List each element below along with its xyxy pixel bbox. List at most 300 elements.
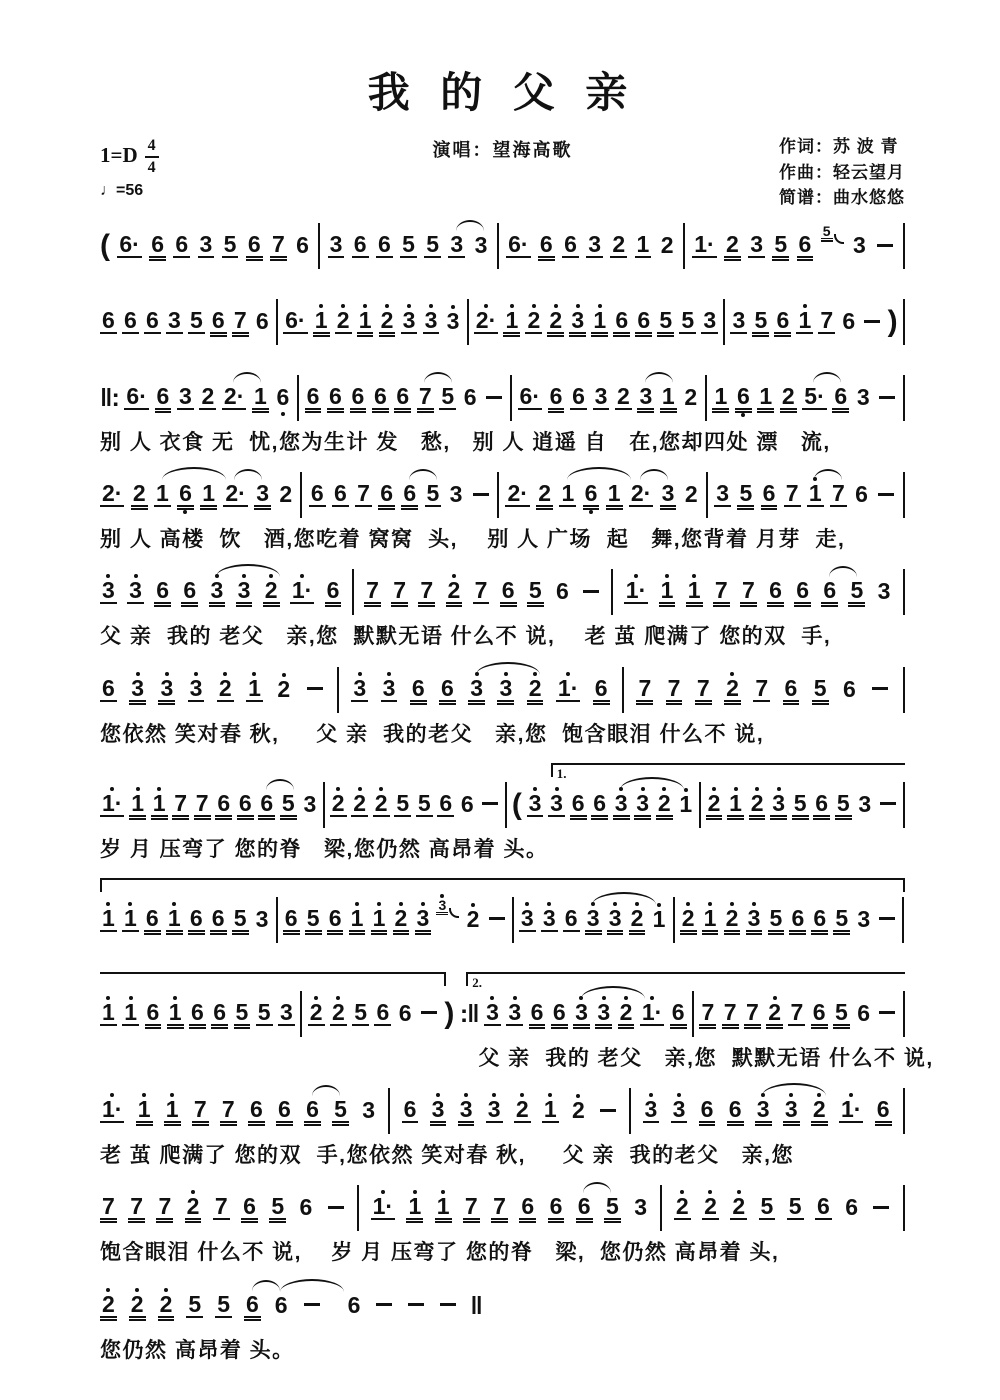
- note: [551, 992, 568, 1036]
- note-digit: 1: [358, 307, 372, 333]
- note: [154, 473, 171, 517]
- note-digit: 2: [684, 481, 698, 508]
- note: [794, 570, 811, 614]
- note: [744, 992, 761, 1036]
- note-digit: 2: [768, 998, 781, 1025]
- system-line-4: [100, 471, 905, 552]
- note: [164, 1089, 181, 1133]
- note: [349, 898, 366, 942]
- note: [124, 376, 148, 420]
- note-digit: 6: [299, 1194, 313, 1221]
- note-digit: 5: [402, 231, 415, 257]
- note-digit: 3: [588, 231, 602, 257]
- note: [355, 473, 372, 517]
- barline: [323, 782, 325, 828]
- note: [770, 783, 787, 827]
- note-digit: 3: [382, 674, 396, 701]
- note: [158, 668, 175, 712]
- note-digit: 5: [223, 231, 237, 257]
- duration-dash: [598, 1090, 618, 1132]
- note-digit: 3: [449, 481, 463, 508]
- note-digit: 3: [853, 232, 866, 258]
- lyrics-line: 您依然 笑对春 秋, 父 亲 我的老父 亲,您 饱含眼泪 什么不 说,: [100, 722, 765, 746]
- barline: [297, 375, 299, 421]
- note: [234, 992, 251, 1036]
- note-digit: 1: [703, 904, 717, 931]
- note: [570, 783, 587, 827]
- duration-dash: [326, 1187, 346, 1229]
- note-digit: 5: [233, 904, 247, 931]
- note-digit: 1: [661, 383, 675, 409]
- note-digit: 2: [538, 480, 552, 507]
- barline: [505, 782, 507, 828]
- note: [774, 300, 791, 344]
- note-digit: 6: [347, 1291, 361, 1318]
- note-digit: 6: [816, 1193, 830, 1220]
- note: [505, 473, 529, 517]
- note-digit: 3: [784, 1096, 798, 1123]
- note: [236, 570, 253, 614]
- note-digit: 6: [189, 904, 203, 931]
- note-digit: 3: [459, 1096, 473, 1123]
- note: [127, 570, 144, 614]
- duration-dash: [471, 474, 491, 516]
- note-digit: 1: [636, 231, 650, 257]
- note-digit: 6: [333, 480, 347, 507]
- note: [812, 668, 829, 712]
- note-digit: 5: [769, 904, 783, 931]
- note-digit: 5: [754, 307, 768, 333]
- note: [556, 668, 580, 712]
- note-digit: 1: [436, 1193, 450, 1220]
- note-digit: 2: [726, 674, 739, 701]
- barline: [903, 375, 905, 421]
- note: [100, 1089, 124, 1133]
- note-digit: 6: [441, 674, 454, 701]
- note-digit: 6: [211, 904, 225, 931]
- augmentation-dot: ·: [139, 383, 147, 409]
- note-digit: 1: [714, 383, 728, 409]
- note-digit: 3: [167, 307, 181, 333]
- note: [246, 224, 263, 268]
- note: [506, 992, 523, 1036]
- note: [518, 376, 542, 420]
- note: [232, 898, 249, 942]
- lyrics-line: 岁 月 压弯了 您的脊 梁,您仍然 高昂着 头。: [100, 837, 549, 861]
- note-digit: 6: [823, 577, 837, 604]
- note: [394, 376, 411, 420]
- note-digit: 6: [564, 904, 578, 931]
- note-digit: 2: [812, 1096, 826, 1123]
- note-digit: 7: [696, 674, 710, 701]
- barline: [903, 1185, 905, 1231]
- lyrics-line: 老 茧 爬满了 您的双 手,您依然 笑对春 秋, 父 亲 我的老父 亲,您: [100, 1144, 795, 1168]
- note: [636, 668, 653, 712]
- note-digit: 2: [726, 231, 739, 257]
- notation-credit: 简谱：曲水悠悠: [779, 188, 905, 207]
- note: [632, 1187, 649, 1229]
- system-line-6: [100, 666, 905, 747]
- composer-credit: 作曲：轻云望月: [779, 162, 905, 182]
- note: [360, 1090, 377, 1132]
- note-digit: 1: [155, 480, 169, 507]
- note: [591, 783, 608, 827]
- note: [701, 300, 718, 344]
- note: [100, 1186, 117, 1230]
- dash-line: [878, 493, 894, 496]
- slur-tie-arc: [620, 777, 684, 790]
- note: [783, 668, 800, 712]
- note-digit: 1·: [694, 231, 715, 257]
- note: [576, 1186, 593, 1230]
- note: [177, 473, 194, 517]
- note: [283, 300, 307, 344]
- note-digit: 1: [808, 480, 822, 507]
- note: [328, 224, 345, 268]
- note-digit: 1: [652, 905, 666, 932]
- note: [702, 898, 719, 942]
- note: [129, 783, 146, 827]
- note: [796, 300, 813, 344]
- note: [680, 898, 697, 942]
- note: [699, 1089, 716, 1133]
- note-digit: 6: [380, 480, 394, 507]
- note-digit: 6: [351, 383, 365, 409]
- note: [393, 898, 410, 942]
- note-digit: 1: [248, 674, 261, 701]
- note: [730, 300, 747, 344]
- note: [330, 992, 347, 1036]
- note: [635, 224, 652, 268]
- note: [131, 473, 148, 517]
- note: [591, 300, 608, 344]
- barline: [512, 897, 514, 943]
- note-digit: 7: [158, 1193, 172, 1220]
- barline: [706, 472, 708, 518]
- duration-dash: [862, 301, 882, 343]
- augmentation-dot: ·: [643, 480, 652, 507]
- note-digit: 5: [257, 998, 271, 1025]
- note: [841, 669, 858, 711]
- music-row: [100, 1282, 482, 1330]
- note-digit: 6: [637, 307, 651, 333]
- note: [503, 300, 520, 344]
- slur-tie-arc: [592, 892, 656, 905]
- note-digit: 3: [353, 674, 367, 701]
- note-digit: 1: [372, 904, 386, 931]
- duration-dash: [870, 669, 890, 711]
- note: [780, 376, 797, 420]
- augmentation-dot: ·: [114, 1096, 123, 1123]
- note-digit: 6: [238, 789, 252, 816]
- note-digit: 2: [549, 307, 563, 333]
- system-line-9: [100, 972, 934, 1071]
- note: [699, 992, 716, 1036]
- note-digit: 6: [403, 480, 417, 507]
- note: [839, 1089, 863, 1133]
- note-digit: 6: [615, 307, 629, 333]
- note: [232, 300, 249, 344]
- note-digit: 5: [354, 998, 367, 1025]
- note-digit: 6: [501, 577, 515, 604]
- note: [692, 224, 716, 268]
- note: [811, 992, 828, 1036]
- note: [607, 898, 624, 942]
- note-digit: 7: [667, 674, 681, 701]
- note: [468, 668, 485, 712]
- note: [519, 1186, 536, 1230]
- note-digit: 5: [850, 577, 864, 604]
- note: [217, 668, 234, 712]
- note: [400, 224, 417, 268]
- note-digit: 5: [281, 789, 295, 816]
- note-digit: 3: [639, 383, 653, 409]
- note-digit: 6: [353, 231, 367, 257]
- note: [784, 473, 801, 517]
- music-row: [100, 471, 905, 519]
- note: [418, 570, 435, 614]
- note: [527, 783, 544, 827]
- augmentation-dot: ·: [488, 307, 497, 333]
- note: [192, 1089, 209, 1133]
- note-digit: 5: [189, 307, 203, 333]
- note: [752, 300, 769, 344]
- barline: [388, 1088, 390, 1134]
- music-row: [100, 896, 905, 944]
- augmentation-dot: ·: [532, 383, 540, 409]
- note: [166, 300, 183, 344]
- note-digit: 6: [857, 999, 870, 1026]
- note: [223, 473, 247, 517]
- note-digit: 3: [487, 1096, 501, 1123]
- note-digit: 3: [255, 905, 269, 932]
- dash-line: [376, 1303, 392, 1306]
- note: [749, 783, 766, 827]
- dash-line: [304, 1303, 320, 1306]
- repeat-begin-sign: ‖:: [100, 384, 119, 412]
- system-line-3: [100, 374, 905, 455]
- note: [682, 377, 699, 419]
- note-digit: 2: [660, 232, 674, 258]
- note-digit: 5: [834, 998, 848, 1025]
- grace-note-group: [436, 892, 459, 918]
- note-digit: 2: [264, 577, 278, 604]
- note-digit: 1·: [641, 998, 663, 1025]
- note: [755, 1089, 772, 1133]
- duration-dash: [581, 571, 601, 613]
- barline: [629, 1088, 631, 1134]
- barline: [611, 569, 613, 615]
- system-line-1: [100, 222, 905, 270]
- note-digit: 7: [745, 998, 759, 1025]
- note: [740, 570, 757, 614]
- duration-dash: [438, 1285, 458, 1327]
- note-digit: 3: [703, 307, 717, 333]
- barline: [467, 299, 469, 345]
- note-digit: 3: [486, 998, 499, 1025]
- note: [679, 300, 696, 344]
- note-digit: 3: [303, 790, 317, 817]
- note-digit: 1: [254, 383, 267, 409]
- barline: [300, 472, 302, 518]
- note-digit: 1: [759, 383, 773, 409]
- note: [637, 376, 654, 420]
- lyrics-line: 别 人 高楼 饮 酒,您吃着 窝窝 头, 别 人 广场 起 舞,您背着 月芽 走,: [100, 528, 846, 552]
- note-digit: 6: [396, 383, 410, 409]
- note-digit: 3: [571, 307, 585, 333]
- note: [248, 1089, 265, 1133]
- note-digit: 7: [493, 1193, 506, 1220]
- dash-line: [879, 396, 895, 399]
- note: [610, 224, 627, 268]
- note-digit: 3: [199, 231, 213, 257]
- note-digit: 3: [636, 789, 650, 816]
- note-digit: 3: [129, 577, 142, 604]
- note-digit: 7: [755, 674, 769, 701]
- note-digit: 6: [784, 674, 798, 701]
- note: [811, 1089, 828, 1133]
- note: [327, 898, 344, 942]
- note-digit: 1·: [557, 674, 579, 701]
- note: [768, 898, 785, 942]
- augmentation-dot: ·: [707, 231, 715, 257]
- note: [766, 992, 783, 1036]
- note-digit: 1: [593, 307, 607, 333]
- note-digit: 6: [151, 231, 164, 257]
- barline: [660, 1185, 662, 1231]
- note: [100, 992, 117, 1036]
- note: [459, 784, 476, 826]
- dash-line: [583, 590, 599, 593]
- note: [640, 992, 664, 1036]
- note: [547, 300, 564, 344]
- note-digit: 6: [328, 904, 342, 931]
- note: [439, 668, 456, 712]
- note-digit: 6: [728, 1096, 742, 1123]
- augmentation-dot: ·: [570, 674, 579, 701]
- note-digit: 6·: [285, 307, 306, 333]
- note-digit: 6: [326, 577, 340, 604]
- note-digit: 1: [168, 998, 182, 1025]
- duration-dash: [305, 669, 325, 711]
- note-digit: 3: [634, 1194, 648, 1221]
- note-digit: 7: [195, 789, 209, 816]
- augmentation-dot: ·: [114, 480, 123, 507]
- note: [222, 376, 246, 420]
- note: [727, 1089, 744, 1133]
- note: [304, 1089, 321, 1133]
- note: [797, 224, 814, 268]
- note: [391, 570, 408, 614]
- barline: [497, 472, 499, 518]
- note-digit: 5: [813, 674, 827, 701]
- note: [484, 992, 501, 1036]
- note: [332, 473, 349, 517]
- note-digit: 3: [402, 307, 416, 333]
- note: [833, 992, 850, 1036]
- note-digit: 6: [815, 789, 829, 816]
- note-digit: 2: [725, 904, 739, 931]
- dash-line: [879, 917, 895, 920]
- credits-block: [779, 134, 905, 211]
- note-digit: 5: [774, 231, 788, 257]
- note-digit: 1: [137, 1096, 151, 1123]
- note: [593, 668, 610, 712]
- note-digit: 7: [820, 307, 834, 333]
- note-digit: 6: [191, 998, 204, 1025]
- note: [278, 992, 295, 1036]
- note-digit: 6: [255, 308, 269, 334]
- note-digit: 6: [834, 383, 848, 409]
- augmentation-dot: ·: [114, 789, 123, 816]
- note-digit: 6: [842, 308, 856, 334]
- lyrics-line: 父 亲 我的 老父 亲,您 默默无语 什么不 说, 老 茧 爬满了 您的双 手,: [100, 625, 832, 649]
- note: [122, 898, 139, 942]
- octave-dot-icon: [741, 413, 745, 417]
- note: [593, 376, 610, 420]
- octave-dot-icon: [183, 510, 187, 514]
- dash-line: [873, 1206, 889, 1209]
- note: [583, 473, 600, 517]
- grace-note-group: [821, 218, 844, 244]
- note: [371, 898, 388, 942]
- note: [525, 300, 542, 344]
- note-digit: 2: [617, 383, 630, 409]
- duration-dash: [419, 993, 439, 1035]
- note: [789, 898, 806, 942]
- note: [724, 668, 741, 712]
- barline: [683, 223, 685, 269]
- note-digit: 3: [436, 898, 448, 913]
- note-digit: 6: [398, 999, 412, 1026]
- note-digit: 5: [760, 1193, 774, 1220]
- note: [458, 1089, 475, 1133]
- note-digit: 5·: [804, 383, 825, 409]
- note-digit: 3: [856, 384, 870, 410]
- barline: [902, 897, 904, 943]
- barline: [903, 667, 905, 713]
- note: [727, 783, 744, 827]
- note: [270, 224, 287, 268]
- note-digit: 5: [793, 789, 807, 816]
- note-digit: 5: [606, 1193, 619, 1220]
- note: [855, 899, 872, 941]
- note-digit: 3: [614, 789, 628, 816]
- note-digit: 7: [790, 998, 804, 1025]
- note-digit: 6: [145, 307, 159, 333]
- note-digit: 5: [836, 789, 850, 816]
- note: [759, 1186, 776, 1230]
- note: [746, 898, 763, 942]
- note-digit: 6: [306, 1096, 319, 1123]
- note: [215, 1284, 232, 1328]
- note: [514, 1089, 531, 1133]
- note-digit: 6: [460, 790, 474, 817]
- note-digit: 6: [376, 998, 390, 1025]
- note: [821, 570, 838, 614]
- song-title: 我 的 父 亲: [367, 71, 638, 117]
- note-digit: 7: [832, 480, 845, 507]
- phrase-paren: ): [444, 996, 455, 1030]
- note-digit: 5: [217, 1290, 230, 1317]
- note: [569, 300, 586, 344]
- note: [722, 992, 739, 1036]
- note: [144, 898, 161, 942]
- note-digit: 6: [183, 577, 197, 604]
- note: [327, 376, 344, 420]
- note-digit: 3: [594, 383, 608, 409]
- note: [813, 783, 830, 827]
